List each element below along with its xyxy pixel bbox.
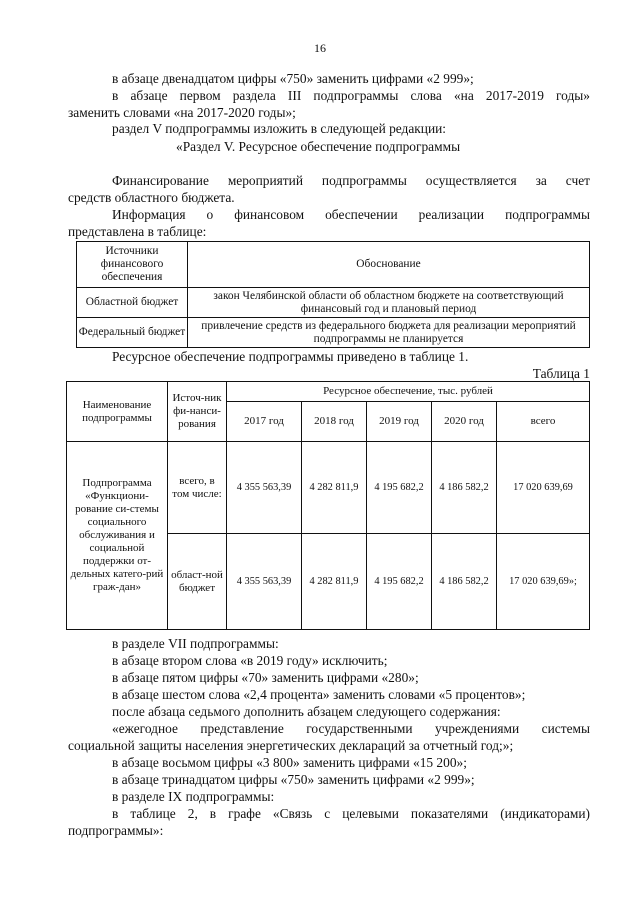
year-header-cell: 2018 год [302,402,367,442]
source-cell: Областной бюджет [77,288,188,318]
value-cell: 4 186 582,2 [432,442,497,534]
paragraph-line: подпрограммы»: [68,823,164,838]
paragraph-line: представлена в таблице: [68,224,207,239]
paragraph-line: в разделе IX подпрограммы: [112,789,275,804]
paragraph-line: в абзаце первом раздела III подпрограммы слова «на 2017-2019 годы» [112,88,590,103]
paragraph-line: в абзаце втором слова «в 2019 году» исключить; [112,653,388,668]
name-header-cell: Наименование подпрограммы [67,382,168,442]
value-cell: 4 355 563,39 [227,442,302,534]
sources-table [76,241,590,348]
paragraph-line: заменить словами «на 2017-2020 годы»; [68,105,296,120]
group-header-cell: Ресурсное обеспечение, тыс. рублей [227,382,590,402]
page-number: 16 [314,41,326,55]
value-cell: 17 020 639,69»; [497,534,590,630]
paragraph-line: Информация о финансовом обеспечении реализации подпрограммы [112,207,590,222]
value-cell: 4 186 582,2 [432,534,497,630]
value-cell: 4 282 811,9 [302,534,367,630]
source-header-cell: Источ-ник фи-нанси-рования [168,382,227,442]
year-header-cell: 2020 год [432,402,497,442]
justification-cell: привлечение средств из федерального бюджета для реализации мероприятий подпрограммы не планируется [188,318,590,348]
paragraph-line: «ежегодное представление государственными учреждениями системы [112,721,590,736]
year-header-cell: 2017 год [227,402,302,442]
value-cell: 4 195 682,2 [367,442,432,534]
paragraph-line: после абзаца седьмого дополнить абзацем следующего содержания: [112,704,501,719]
value-cell: 4 355 563,39 [227,534,302,630]
program-name-cell: Подпрограмма «Функциони-рование си-стемы социального обслуживания и социальной поддержки от-дельных катего-рий граж-дан» [67,442,168,630]
paragraph-line: в абзаце пятом цифры «70» заменить цифрами «280»; [112,670,419,685]
paragraph-line: в абзаце шестом слова «2,4 процента» заменить словами «5 процентов»; [112,687,526,702]
value-cell: 4 195 682,2 [367,534,432,630]
paragraph-line: в таблице 2, в графе «Связь с целевыми показателями (индикаторами) [112,806,590,821]
section-heading: «Раздел V. Ресурсное обеспечение подпрограммы [176,139,461,154]
paragraph-line: в абзаце восьмом цифры «3 800» заменить цифрами «15 200»; [112,755,467,770]
table-caption: Таблица 1 [532,366,590,381]
paragraph-line: в абзаце двенадцатом цифры «750» заменить цифрами «2 999»; [112,71,474,86]
paragraph-line: раздел V подпрограммы изложить в следующей редакции: [112,121,447,136]
paragraph-line: Ресурсное обеспечение подпрограммы приведено в таблице 1. [112,349,469,364]
source-cell: всего, в том числе: [168,442,227,534]
paragraph-line: в абзаце тринадцатом цифры «750» заменить цифрами «2 999»; [112,772,475,787]
paragraph-line: средств областного бюджета. [68,190,235,205]
value-cell: 17 020 639,69 [497,442,590,534]
justification-cell: закон Челябинской области об областном бюджете на соответствующий финансовый год и плановый период [188,288,590,318]
paragraph-line: в разделе VII подпрограммы: [112,636,279,651]
total-header-cell: всего [497,402,590,442]
value-cell: 4 282 811,9 [302,442,367,534]
resource-table [66,381,590,630]
year-header-cell: 2019 год [367,402,432,442]
source-cell: област-ной бюджет [168,534,227,630]
source-cell: Федеральный бюджет [77,318,188,348]
justification-header-cell: Обоснование [188,242,590,288]
sources-header-cell: Источники финансового обеспечения [77,242,188,288]
paragraph-line: Финансирование мероприятий подпрограммы осуществляется за счет [112,173,590,188]
paragraph-line: социальной защиты населения энергетических деклараций за отчетный год;»; [68,738,514,753]
